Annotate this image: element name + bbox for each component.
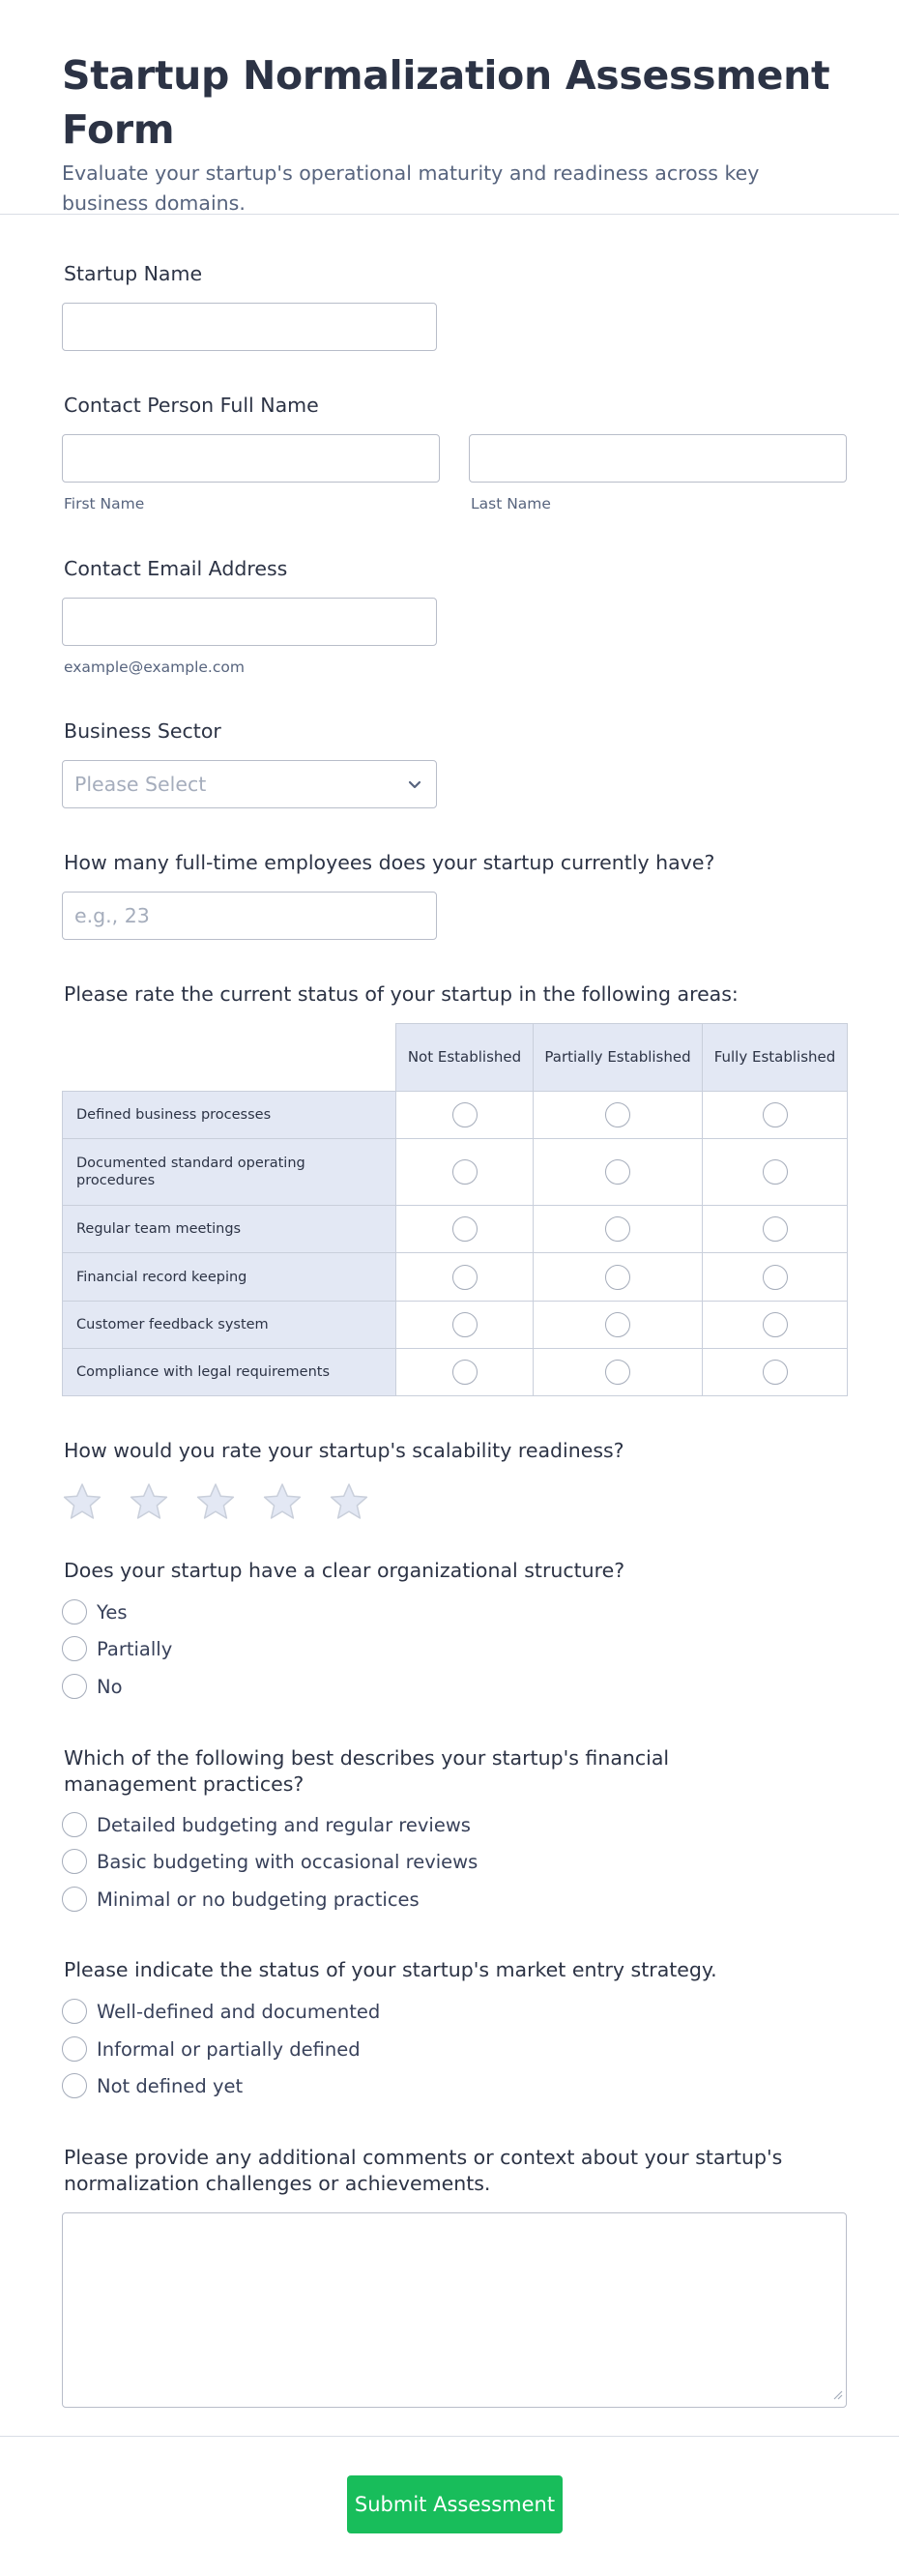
financial-option-basic[interactable] (62, 1849, 478, 1874)
org-structure-label: Does your startup have a clear organizational structure? (64, 1559, 625, 1582)
matrix-radio[interactable] (605, 1360, 630, 1385)
financial-option-detailed[interactable] (62, 1812, 471, 1837)
star-icon[interactable] (129, 1481, 169, 1522)
matrix-radio[interactable] (452, 1360, 478, 1385)
chevron-down-icon (405, 773, 424, 800)
matrix-corner (63, 1024, 396, 1092)
employees-input[interactable] (62, 892, 437, 940)
matrix-row-label: Customer feedback system (63, 1302, 396, 1349)
radio-button[interactable] (62, 1999, 87, 2024)
star-rating (62, 1481, 395, 1522)
option-label: Yes (97, 1600, 128, 1624)
financial-label: Which of the following best describes your startup's financial management practices? (64, 1746, 670, 1796)
matrix-radio[interactable] (452, 1216, 478, 1242)
radio-button[interactable] (62, 1812, 87, 1837)
matrix-label: Please rate the current status of your startup in the following areas: (64, 982, 739, 1006)
star-icon[interactable] (195, 1481, 236, 1522)
option-label: No (97, 1675, 123, 1698)
org-option-no[interactable] (62, 1674, 123, 1699)
star-icon[interactable] (62, 1481, 102, 1522)
matrix-col-not-established: Not Established (396, 1024, 534, 1092)
matrix-radio[interactable] (452, 1159, 478, 1185)
matrix-col-fully-established: Fully Established (703, 1024, 848, 1092)
radio-button[interactable] (62, 1599, 87, 1625)
matrix-radio[interactable] (452, 1265, 478, 1290)
scalability-label: How would you rate your startup's scalability readiness? (64, 1439, 624, 1462)
form-footer (0, 2436, 899, 2576)
form-header (0, 0, 899, 215)
option-label: Well-defined and documented (97, 2000, 381, 2023)
matrix-radio[interactable] (763, 1312, 788, 1337)
matrix-radio[interactable] (763, 1265, 788, 1290)
sector-placeholder: Please Select (74, 773, 207, 796)
rating-matrix (62, 1023, 848, 1396)
market-option-informal[interactable] (62, 2036, 361, 2062)
option-label: Detailed budgeting and regular reviews (97, 1813, 471, 1836)
matrix-col-partially-established: Partially Established (534, 1024, 703, 1092)
option-label: Basic budgeting with occasional reviews (97, 1850, 478, 1873)
employees-label: How many full-time employees does your startup currently have? (64, 851, 715, 874)
matrix-radio[interactable] (605, 1312, 630, 1337)
matrix-radio[interactable] (763, 1360, 788, 1385)
contact-name-label: Contact Person Full Name (64, 394, 319, 417)
comments-textarea[interactable] (62, 2212, 847, 2408)
matrix-radio[interactable] (452, 1312, 478, 1337)
form-description: Evaluate your startup's operational maturity and readiness across key business domains. (62, 161, 760, 215)
comments-label: Please provide any additional comments or context about your startup's normalization challenges or achievements. (64, 2146, 783, 2195)
last-name-sublabel: Last Name (471, 495, 551, 512)
matrix-radio[interactable] (605, 1102, 630, 1127)
org-option-yes[interactable] (62, 1599, 127, 1625)
option-label: Minimal or no budgeting practices (97, 1888, 420, 1911)
star-icon[interactable] (262, 1481, 303, 1522)
matrix-radio[interactable] (452, 1102, 478, 1127)
matrix-radio[interactable] (605, 1216, 630, 1242)
radio-button[interactable] (62, 1849, 87, 1874)
email-sublabel: example@example.com (64, 659, 245, 676)
matrix-row-label: Financial record keeping (63, 1253, 396, 1302)
matrix-radio[interactable] (763, 1159, 788, 1185)
radio-button[interactable] (62, 1887, 87, 1912)
resize-grip-icon[interactable] (831, 2386, 843, 2404)
sector-label: Business Sector (64, 719, 221, 743)
matrix-radio[interactable] (605, 1159, 630, 1185)
market-option-not-defined[interactable] (62, 2073, 243, 2098)
radio-button[interactable] (62, 2073, 87, 2098)
option-label: Not defined yet (97, 2074, 244, 2097)
market-label: Please indicate the status of your startup's market entry strategy. (64, 1958, 717, 1981)
radio-button[interactable] (62, 1636, 87, 1661)
submit-button[interactable]: Submit Assessment (347, 2475, 563, 2533)
matrix-row-label: Compliance with legal requirements (63, 1349, 396, 1396)
email-input[interactable] (62, 598, 437, 646)
matrix-radio[interactable] (605, 1265, 630, 1290)
matrix-row-label: Regular team meetings (63, 1206, 396, 1253)
last-name-input[interactable] (469, 434, 847, 483)
startup-name-label: Startup Name (64, 262, 203, 285)
startup-name-input[interactable] (62, 303, 437, 351)
form-title: Startup Normalization Assessment Form (62, 52, 830, 153)
radio-button[interactable] (62, 1674, 87, 1699)
option-label: Partially (97, 1637, 173, 1660)
first-name-input[interactable] (62, 434, 440, 483)
matrix-row-label: Documented standard operating procedures (63, 1139, 396, 1206)
first-name-sublabel: First Name (64, 495, 145, 512)
market-option-well-defined[interactable] (62, 1999, 380, 2024)
matrix-row-label: Defined business processes (63, 1092, 396, 1139)
email-label: Contact Email Address (64, 557, 288, 580)
employees-placeholder: e.g., 23 (74, 904, 150, 927)
star-icon[interactable] (329, 1481, 369, 1522)
matrix-radio[interactable] (763, 1102, 788, 1127)
option-label: Informal or partially defined (97, 2037, 361, 2061)
financial-option-minimal[interactable] (62, 1887, 420, 1912)
sector-select[interactable] (62, 760, 437, 808)
matrix-radio[interactable] (763, 1216, 788, 1242)
radio-button[interactable] (62, 2036, 87, 2062)
org-option-partially[interactable] (62, 1636, 172, 1661)
